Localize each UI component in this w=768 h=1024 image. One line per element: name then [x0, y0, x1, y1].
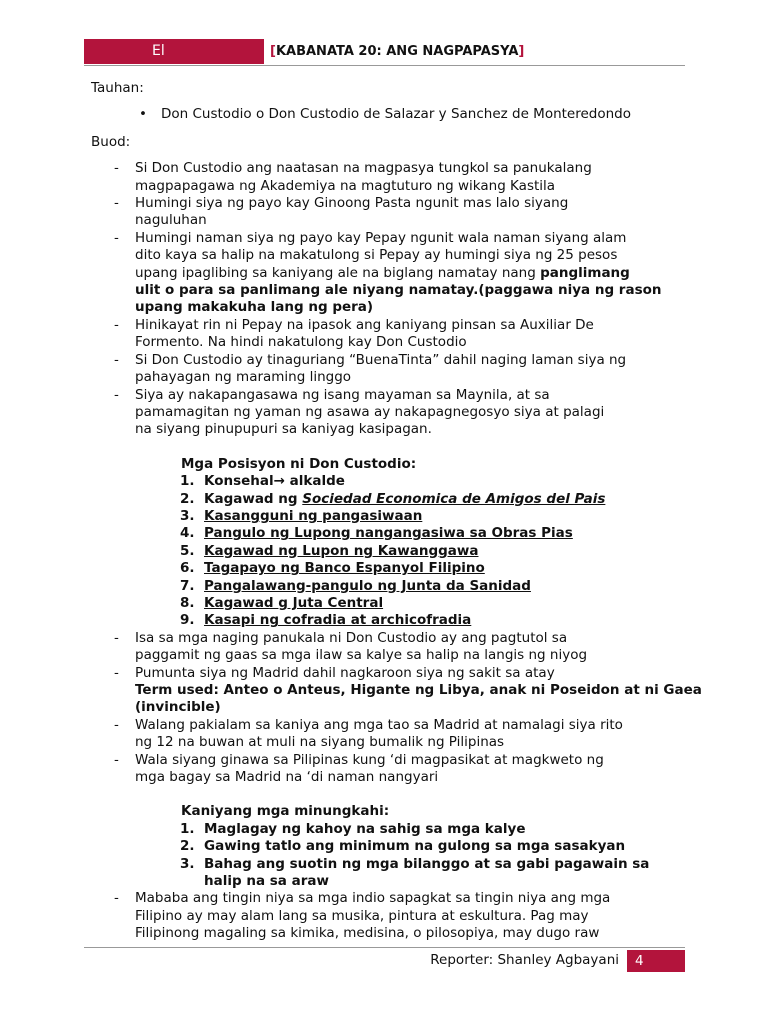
- page-footer: [84, 947, 685, 972]
- posisyon-item: 1. Konsehal→ alkalde: [180, 473, 345, 490]
- minungkahi-item: 2. Gawing tatlo ang minimum na gulong sa mga sasakyan: [180, 838, 626, 855]
- page-number: 4: [627, 950, 685, 972]
- buod-item: - Mababa ang tingin niya sa mga indio sapagkat sa tingin niya ang mga Filipino ay may alam lang sa musika, pintura at eskultura. Pag may Filipinong magaling sa kimika, medisina, o pilosopiya, may dugo raw: [91, 890, 691, 942]
- buod-item: - Wala siyang ginawa sa Pilipinas kung ‘di magpasikat at magkweto ng mga bagay sa Madrid na ‘di naman nangyari: [91, 752, 691, 787]
- posisyon-item: 9. Kasapi ng cofradia at archicofradia: [180, 612, 472, 629]
- tauhan-label: Tauhan:: [91, 80, 144, 96]
- posisyon-item: 5. Kagawad ng Lupon ng Kawanggawa: [180, 542, 479, 559]
- book-title: El Filibusterismo: [152, 43, 250, 84]
- posisyon-item: 7. Pangalawang-pangulo ng Junta da Sanidad: [180, 577, 531, 594]
- tauhan-item: • Don Custodio o Don Custodio de Salazar y Sanchez de Monteredondo: [91, 106, 691, 123]
- buod-item: - Siya ay nakapangasawa ng isang mayaman sa Maynila, at sa pamamagitan ng yaman ng asawa ay nakapagnegosyo siya at palagi na siyang pinupupuri sa kaniyag kasipagan.: [91, 387, 691, 439]
- buod-label: Buod:: [91, 133, 131, 150]
- buod-item: - Walang pakialam sa kaniya ang mga tao sa Madrid at namalagi siya rito ng 12 na buwan at muli na siyang bumalik ng Pilipinas: [91, 717, 691, 752]
- posisyon-item: 6. Tagapayo ng Banco Espanyol Filipino: [180, 560, 485, 577]
- buod-item: - Hinikayat rin ni Pepay na ipasok ang kaniyang pinsan sa Auxiliar De Formento. Na hindi nakatulong kay Don Custodio: [91, 317, 691, 352]
- term-used: Term used: Anteo o Anteus, Higante ng Libya, anak ni Poseidon at ni Gaea (invincible): [135, 682, 702, 716]
- minungkahi-title: Kaniyang mga minungkahi:: [181, 803, 390, 820]
- document-body: [91, 80, 702, 943]
- chapter-text: KABANATA 20: ANG NAGPAPASYA: [275, 44, 519, 59]
- buod-item: - Si Don Custodio ay tinaguriang “BuenaTinta” dahil naging laman siya ng pahayagan ng maraming linggo: [91, 352, 691, 387]
- bracket-close: ]: [518, 44, 525, 59]
- posisyon-item: 3. Kasangguni ng pangasiwaan: [180, 507, 423, 524]
- chapter-title: [270, 39, 524, 64]
- reporter-label: Reporter: Shanley Agbayani: [430, 952, 619, 968]
- buod-item: - Si Don Custodio ang naatasan na magpasya tungkol sa panukalang magpapagawa ng Akademiya na magtuturo ng wikang Kastila: [91, 160, 691, 195]
- minungkahi-item: 1. Maglagay ng kahoy na sahig sa mga kalye: [180, 820, 526, 837]
- posisyon-title: Mga Posisyon ni Don Custodio:: [181, 455, 417, 472]
- posisyon-item: 4. Pangulo ng Lupong nangangasiwa sa Obras Pias: [180, 525, 573, 542]
- buod-item: - Humingi naman siya ng payo kay Pepay ngunit wala naman siyang alam dito kaya sa halip na makatulong si Pepay ay humingi siya ng 25 pesos upang ipaglibing sa kaniyang ale na biglang namatay nang panglimang ulit o para sa panlimang ale niyang namatay.(paggawa niya ng rason upang makakuha lang ng pera): [91, 230, 691, 317]
- bracket-open: [: [270, 44, 276, 59]
- posisyon-item: 8. Kagawad g Juta Central: [180, 594, 384, 611]
- book-title-tab: [84, 39, 264, 84]
- minungkahi-item: 3. Bahag ang suotin ng mga bilanggo at sa gabi pagawain sa halip na sa araw: [180, 855, 650, 890]
- page-header: [84, 39, 685, 84]
- posisyon-item: 2. Kagawad ng Sociedad Economica de Amigos del Pais: [180, 490, 606, 507]
- buod-item: - Humingi siya ng payo kay Ginoong Pasta ngunit mas lalo siyang naguluhan: [91, 195, 691, 230]
- buod-item: - Pumunta siya ng Madrid dahil nagkaroon siya ng sakit sa atay: [91, 665, 691, 682]
- buod-item: - Isa sa mga naging panukala ni Don Custodio ay ang pagtutol sa paggamit ng gaas sa mga ilaw sa kalye sa halip na langis ng niyog: [91, 630, 691, 665]
- arrow-icon: →: [273, 473, 285, 490]
